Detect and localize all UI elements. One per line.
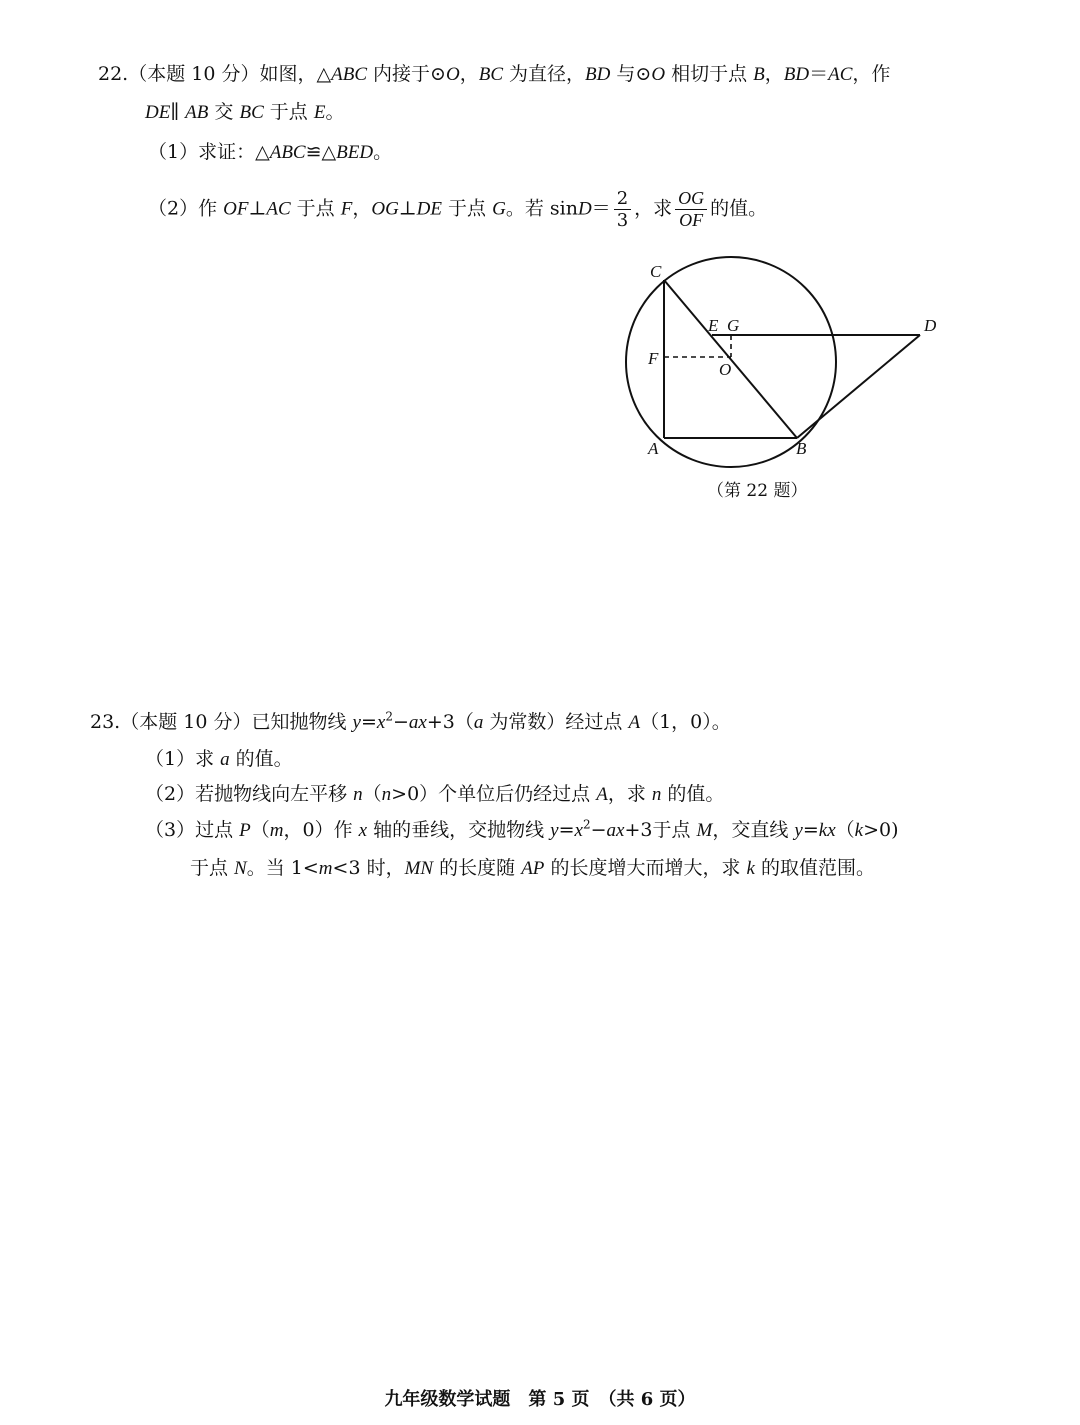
q22-part2: （2）作 OF⊥AC 于点 F，OG⊥DE 于点 G。若 sinD＝ $\frac{2}{3}$ ，求 $\frac{OG}{OF}$ 的值。 (148, 188, 768, 231)
q23-part2: （2）若抛物线向左平移 n（n>0）个单位后仍经过点 A，求 n 的值。 (145, 783, 725, 805)
page-footer: 九年级数学试题 第 5 页 （共 6 页） (384, 1389, 696, 1410)
label-e: E (708, 316, 719, 335)
fraction-sin-d: $\frac{2}{3}$ (614, 188, 631, 231)
segment-bd (797, 335, 920, 438)
figure-caption: （第 22 题） (707, 481, 808, 501)
question-number: 23. (90, 711, 121, 733)
label-b: B (796, 439, 807, 458)
q23-stem: 23.（本题 10 分）已知抛物线 $y=x^2-ax+3(a$ 为常数）经过点 A（1，0）。 (90, 709, 731, 733)
q22-part1: （1）求证：△ABC≌△BED。 (148, 141, 393, 163)
label-f: F (648, 349, 659, 368)
q23-part3-line1: （3）过点 P（m，0）作 x 轴的垂线，交抛物线 $y=x^2-ax+3$于点 M，交直线 y=kx（k>0) (145, 817, 899, 841)
fraction-og-of: $\frac{OG}{OF}$ (675, 188, 707, 231)
q23-part1: （1）求 a 的值。 (145, 748, 293, 770)
label-a: A (648, 439, 659, 458)
geometry-figure (600, 250, 960, 475)
label-g: G (727, 316, 740, 335)
segment-cb (664, 280, 797, 438)
question-number: 22. (98, 63, 129, 85)
label-c: C (650, 262, 662, 281)
q23-part3-line2: 于点 N。当 1<m<3 时，MN 的长度随 AP 的长度增大而增大，求 k 的取值范围。 (190, 857, 875, 879)
q22-stem-line1: 22.（本题 10 分）如图，△ABC 内接于⊙O，BC 为直径，BD 与⊙O 相切于点 B，BD＝AC，作 (98, 63, 891, 85)
question-score: （本题 10 分） (128, 63, 260, 85)
label-o: O (719, 360, 732, 379)
label-d: D (924, 316, 937, 335)
q22-stem-line2: DE∥ AB 交 BC 于点 E。 (145, 101, 345, 123)
question-score: （本题 10 分） (120, 711, 252, 733)
